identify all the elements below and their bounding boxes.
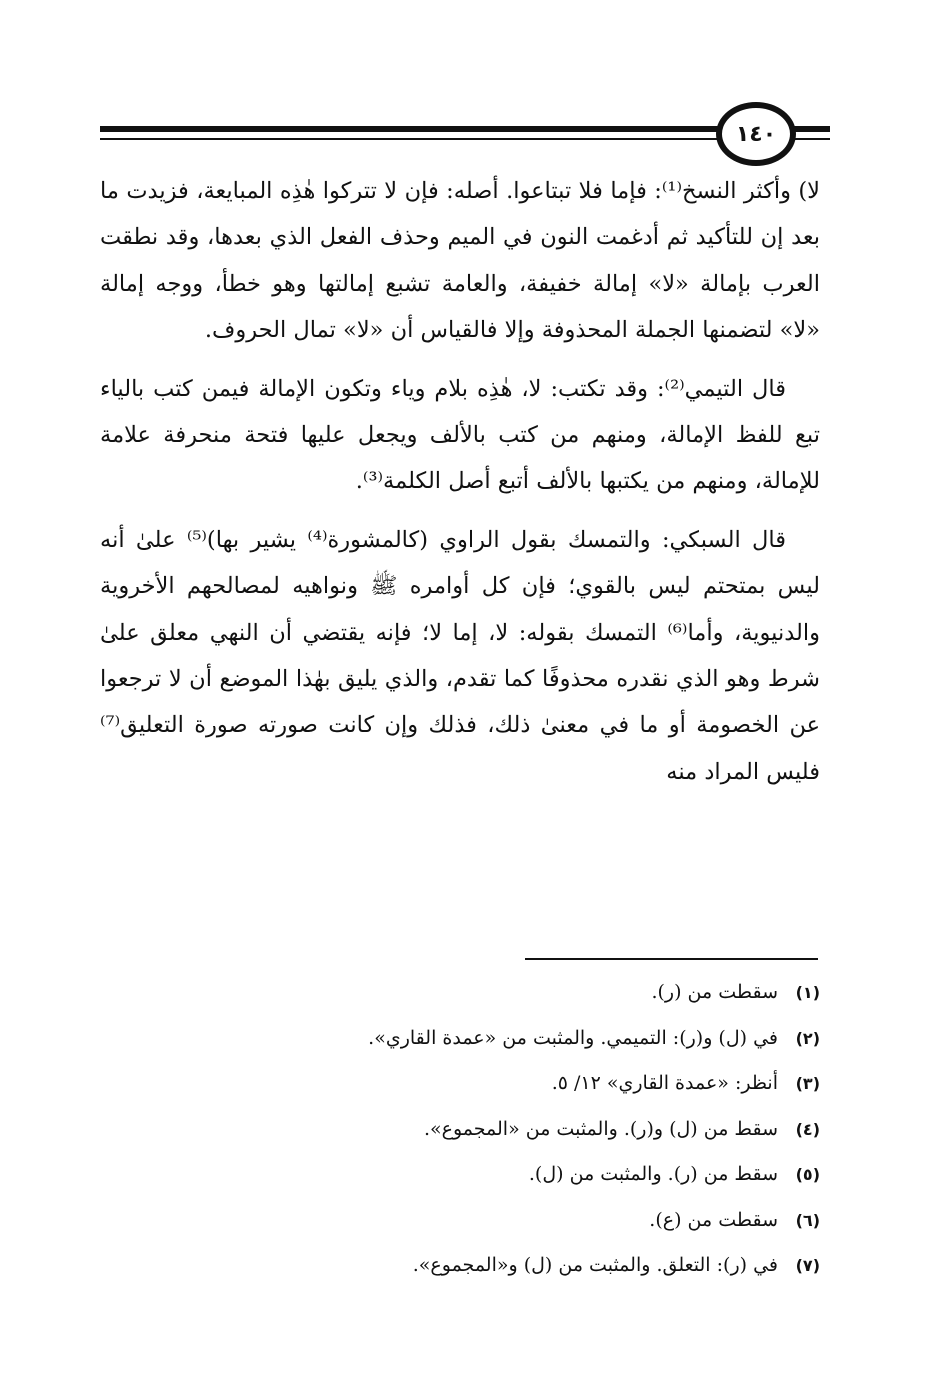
footnote-item <box>120 1061 820 1107</box>
header-rule-right-thick <box>790 126 830 132</box>
header-rule-right-thin <box>790 138 830 140</box>
paragraph-1: لا) وأكثر النسخ⁽¹⁾: فإما فلا تبتاعوا. أصله: فإن لا تتركوا هٰذِه المبايعة، فزيدت ما بعد إن للتأكيد ثم أدغمت النون في الميم وحذف الفعل الذي بعدها، وقد نطقت العرب بإمالة «لا» إمالة خفيفة، والعامة تشبع إمالتها وهو خطأ، ووجه إمالة «لا» لتضمنها الجملة المحذوفة وإلا فالقياس أن «لا» تمال الحروف. <box>100 178 821 344</box>
header-rule-thin <box>100 138 720 140</box>
footnote-text: سقطت من (ع). <box>649 1208 778 1231</box>
footnote-text: أنظر: «عمدة القاري» ١٢/ ٥. <box>551 1072 778 1094</box>
footnote-separator <box>525 958 818 960</box>
footnote-item <box>120 1107 820 1153</box>
main-text <box>100 168 820 795</box>
footnote-item <box>120 970 820 1016</box>
footnote-number: (٤) <box>795 1119 820 1139</box>
footnote-number: (٣) <box>795 1074 820 1093</box>
footnote-text: سقط من (ر). والمثبت من (ل). <box>528 1163 778 1185</box>
footnote-item <box>120 1152 820 1198</box>
page-header <box>100 112 830 172</box>
footnote-text: سقطت من (ر). <box>651 981 778 1003</box>
paragraph-2: قال التيمي⁽²⁾: وقد تكتب: لا، هٰذِه بلام وياء وتكون الإمالة فيمن كتب بالياء تبع للفظ الإمالة، ومنهم من كتب بالألف ويجعل عليها فتحة منحرفة علامة للإمالة، ومنهم من يكتبها بالألف أتبع أصل الكلمة⁽³⁾. <box>100 375 820 495</box>
footnote-item <box>120 1243 820 1289</box>
footnote-item <box>120 1016 820 1062</box>
footnote-text: في (ل) و(ر): التميمي. والمثبت من «عمدة القاري». <box>368 1026 778 1049</box>
footnote-item <box>120 1198 820 1244</box>
footnotes <box>120 970 820 1289</box>
footnote-text: سقط من (ل) و(ر). والمثبت من «المجموع». <box>423 1117 778 1140</box>
footnote-number: (٧) <box>795 1256 820 1275</box>
footnote-number: (٥) <box>795 1165 820 1184</box>
footnote-number: (٦) <box>795 1210 820 1230</box>
page-number: ١٤٠ <box>716 102 796 166</box>
footnote-text: في (ر): التعلق. والمثبت من (ل) و«المجموع». <box>412 1254 778 1276</box>
paragraph-3: قال السبكي: والتمسك بقول الراوي (كالمشورة⁽⁴⁾ يشير بها)⁽⁵⁾ علىٰ أنه ليس بمتحتم ليس بالقوي؛ فإن كل أوامره ﷺ ونواهيه لمصالحهم الأخروية والدنيوية، وأما⁽⁶⁾ التمسك بقوله: لا، إما لا؛ فإنه يقتضي أن النهي معلق علىٰ شرط وهو الذي نقدره محذوفًا كما تقدم، والذي يليق بهٰذا الموضع أن لا ترجعوا عن الخصومة أو ما في معنىٰ ذلك، فذلك وإن كانت صورته صورة التعليق⁽⁷⁾ فليس المراد منه <box>100 526 820 785</box>
footnote-number: (٢) <box>795 1028 820 1048</box>
footnote-number: (١) <box>795 983 820 1002</box>
header-rule-thick <box>100 126 720 132</box>
